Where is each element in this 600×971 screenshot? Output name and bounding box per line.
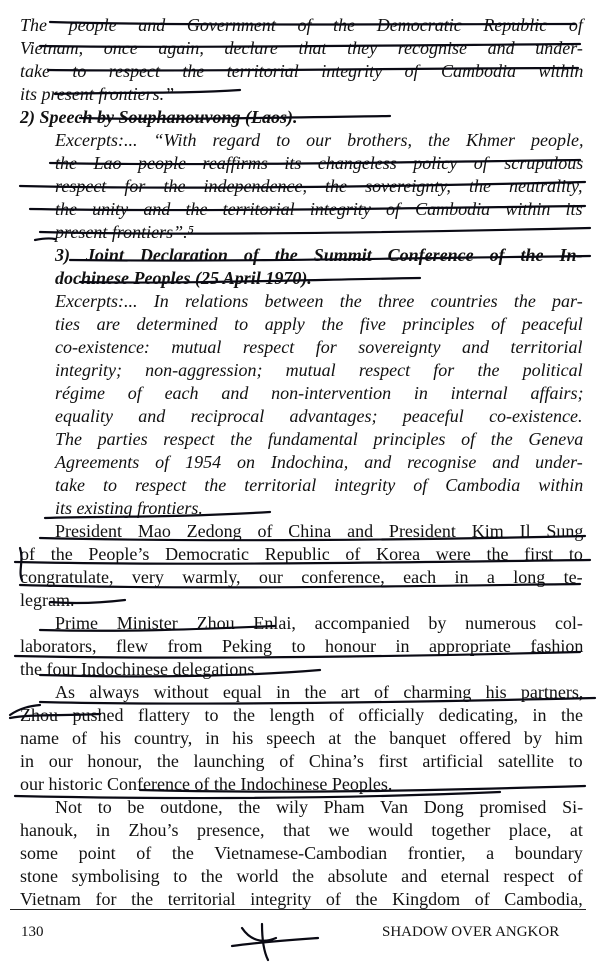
text-line: As always without equal in the art of charming his partners,: [55, 682, 584, 702]
text-line: present frontiers”.⁵: [55, 222, 194, 242]
text-line: 3) Joint Declaration of the Summit Conference of the In-: [55, 245, 583, 265]
text-line: Vietnam for the territorial integrity of the Kingdom of Cambodia,: [20, 889, 583, 909]
text-line: Agreements of 1954 on Indochina, and recognise and under-: [55, 452, 583, 472]
text-line: laborators, flew from Peking to honour in appropriate fashion: [20, 636, 584, 656]
text-line: some point of the Vietnamese-Cambodian frontier, a boundary: [20, 843, 583, 863]
text-line: the unity and the territorial integrity of Cambodia within its: [55, 199, 583, 219]
text-line: Vietnam, once again, declare that they recognise and under-: [20, 38, 583, 58]
text-line: legram.: [20, 590, 75, 610]
text-line: Zhou pushed flattery to the length of officially dedicating, in the: [20, 705, 584, 725]
text-line: equality and reciprocal advantages; peaceful co-existence.: [55, 406, 583, 426]
text-line: respect for the independence, the sovereignty, the neutrality,: [55, 176, 583, 196]
text-line: Prime Minister Zhou Enlai, accompanied by numerous col-: [55, 613, 583, 633]
page-number: 130: [21, 924, 44, 940]
text-line: in our honour, the launching of China’s first artificial satellite to: [20, 751, 583, 771]
signature-mark: [232, 924, 318, 960]
text-line: name of his country, in his speech at the banquet offered by him: [20, 728, 583, 748]
running-title: SHADOW OVER ANGKOR: [382, 924, 560, 940]
text-line: integrity; non-aggression; mutual respect for the political: [55, 360, 583, 380]
text-line: its present frontiers.”: [20, 84, 175, 104]
text-line: its existing frontiers.: [55, 498, 203, 518]
text-line: dochinese Peoples (25 April 1970).: [55, 268, 312, 288]
text-line: hanouk, in Zhou’s presence, that we would together place, at: [20, 820, 583, 840]
text-line: stone symbolising to the world the absolute and eternal respect of: [20, 866, 583, 886]
text-line: co-existence: mutual respect for sovereignty and territorial: [55, 337, 583, 357]
text-line: Excerpts:... In relations between the three countries the par-: [55, 291, 583, 311]
text-line: our historic Conference of the Indochinese Peoples.: [20, 774, 393, 794]
footer-rule: [10, 909, 586, 910]
text-line: of the People’s Democratic Republic of Korea were the first to: [20, 544, 583, 564]
text-line: take to respect the territorial integrity of Cambodia within: [55, 475, 584, 495]
pen-underline: [35, 238, 55, 240]
text-line: take to respect the territorial integrity of Cambodia within: [20, 61, 584, 81]
text-line: 2) Speech by Souphanouvong (Laos).: [20, 107, 298, 127]
text-line: The people and Government of the Democratic Republic of: [20, 15, 583, 35]
text-line: The parties respect the fundamental principles of the Geneva: [55, 429, 584, 449]
text-line: congratulate, very warmly, our conference, each in a long te-: [20, 567, 583, 587]
text-line: ties are determined to apply the five principles of peaceful: [55, 314, 583, 334]
text-line: Excerpts:... “With regard to our brothers, the Khmer people,: [55, 130, 584, 150]
text-line: President Mao Zedong of China and President Kim Il Sung: [55, 521, 584, 541]
text-line: régime of each and non-intervention in internal affairs;: [55, 383, 584, 403]
text-line: the Lao people reaffirms its changeless policy of scrupulous: [55, 153, 584, 173]
text-line: Not to be outdone, the wily Pham Van Dong promised Si-: [55, 797, 584, 817]
text-line: the four Indochinese delegations.: [20, 659, 259, 679]
